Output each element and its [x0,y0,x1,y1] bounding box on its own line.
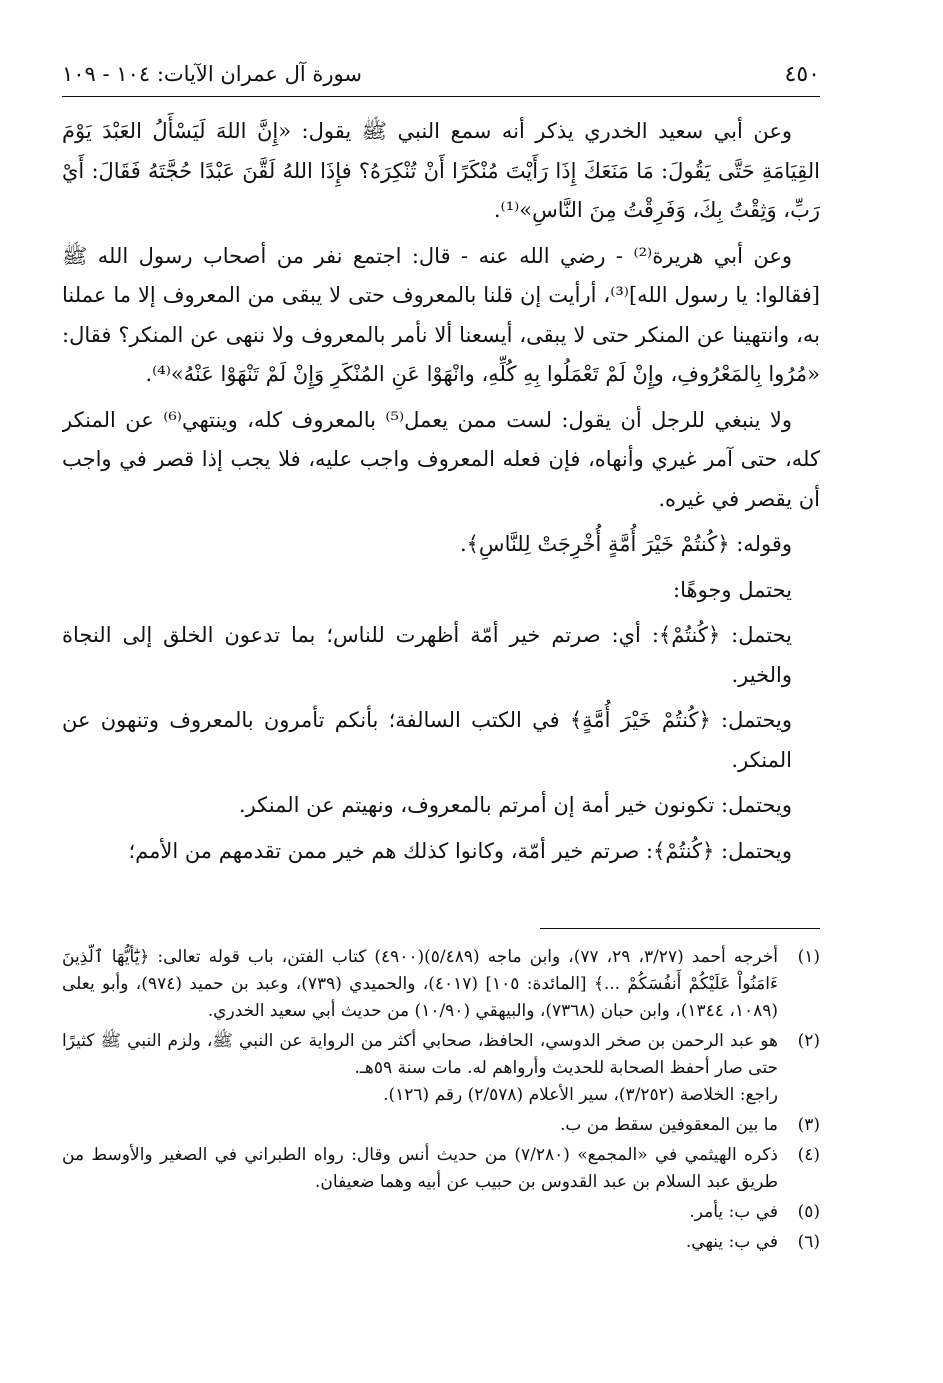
footnote-text: أخرجه أحمد (٣/٢٧، ٢٩، ٧٧)، وابن ماجه (٥/٤٨٩)(٤٩٠٠) كتاب الفتن، باب قوله تعالى: ﴿يَٰٓأَيُّهَا ٱلَّذِينَ ءَامَنُواْ عَلَيْكُمْ أَنفُسَكُمْ ...﴾ [المائدة: ١٠٥] (٤٠١٧)، والحميدي (٧٣٩)، وعبد بن حميد (٩٧٤)، وأبو يعلى (١٠٨٩، ١٣٤٤)، وابن حبان (٧٣٦٨)، والبيهقي (١٠/٩٠) من حديث أبي سعيد الخدري. [62,947,778,1021]
footnote-number: (٣) [797,1115,820,1135]
verse-line: وقوله: ﴿كُنتُمْ خَيْرَ أُمَّةٍ أُخْرِجَتْ لِلنَّاسِ﴾. [459,532,792,556]
footnote-number: (٦) [797,1232,820,1252]
footnote-divider [540,928,820,929]
footnote-number: (٢) [797,1031,820,1051]
footnote [62,944,820,1025]
interpretation: ويحتمل: ﴿كُنتُمْ خَيْرَ أُمَّةٍ﴾ في الكتب السالفة؛ بأنكم تأمرون بالمعروف وتنهون عن المنكر. [62,708,792,772]
main-text [62,112,820,920]
interpretation: يحتمل: ﴿كُنتُمْ﴾: أي: صرتم خير أمّة أظهرت للناس؛ بما تدعون الخلق إلى النجاة والخير. [62,623,792,687]
footnote [62,1142,820,1196]
footnote-number: (٤) [797,1145,820,1165]
running-title: سورة آل عمران الآيات: ١٠٤ - ١٠٩ [62,62,362,86]
footnote-text: هو عبد الرحمن بن صخر الدوسي، الحافظ، صحابي أكثر من الرواية عن النبي ﷺ، ولزم النبي ﷺ كثيرًا حتى صار أحفظ الصحابة للحديث وأرواهم له. مات سنة ٥٩هـ. [62,1031,778,1078]
footnote-reference: راجع: الخلاصة (٣/٢٥٢)، سير الأعلام (٢/٥٧٨) رقم (١٢٦). [383,1085,778,1105]
footnotes [62,944,820,1324]
footnote-text: في ب: ينهي. [685,1232,778,1252]
footnote-number: (١) [797,947,820,967]
interpretation: ويحتمل: ﴿كُنتُمْ﴾: صرتم خير أمّة، وكانوا كذلك هم خير ممن تقدمهم من الأمم؛ [128,838,792,863]
footnote [62,1199,820,1226]
footnote-number: (٥) [797,1202,820,1222]
paragraph: وعن أبي هريرة⁽²⁾ - رضي الله عنه - قال: اجتمع نفر من أصحاب رسول الله ﷺ [فقالوا: يا رسول الله]⁽³⁾، أرأيت إن قلنا بالمعروف حتى لا يبقى من المعروف إلا ما عملنا به، وانتهينا عن المنكر حتى لا يبقى، أيسعنا ألا نأمر بالمعروف ولا ننهى عن المنكر؟ فقال: «مُرُوا بِالمَعْرُوفِ، وإِنْ لَمْ تَعْمَلُوا بِهِ كُلِّهِ، وانْهَوْا عَنِ المُنْكَرِ وَإِنْ لَمْ تَنْهَوْا عَنْهُ»⁽⁴⁾. [62,243,820,386]
intro-line: يحتمل وجوهًا: [673,577,792,602]
footnote-text: ذكره الهيثمي في «المجمع» (٧/٢٨٠) من حديث أنس وقال: رواه الطبراني في الصغير والأوسط من طريق عبد السلام بن عبد القدوس بن حبيب عن أبيه وهما ضعيفان. [62,1145,778,1192]
footnote [62,1028,820,1109]
interpretation: ويحتمل: تكونون خير أمة إن أمرتم بالمعروف، ونهيتم عن المنكر. [238,793,792,817]
paragraph: وعن أبي سعيد الخدري يذكر أنه سمع النبي ﷺ يقول: «إِنَّ اللهَ لَيَسْأَلُ العَبْدَ يَوْمَ القِيَامَةِ حَتَّى يَقُولَ: مَا مَنَعَكَ إِذَا رَأَيْتَ مُنْكَرًا أَنْ تُنْكِرَهُ؟ فإِذَا اللهُ لَقَّنَ عَبْدًا حُجَّتَهُ فَقَالَ: أَيْ رَبِّ، وَثِقْتُ بِكَ، وَفَرِقْتُ مِنَ النَّاسِ»⁽¹⁾. [62,119,820,222]
paragraph: ولا ينبغي للرجل أن يقول: لست ممن يعمل⁽⁵⁾ بالمعروف كله، وينتهي⁽⁶⁾ عن المنكر كله، حتى آمر غيري وأنهاه، فإن فعله المعروف واجب عليه، فلا يجب إذا قصر في واجب أن يقصر في غيره. [62,407,820,511]
footnote-text: ما بين المعقوفين سقط من ب. [559,1115,778,1135]
page-number: ٤٥٠ [784,62,820,87]
footnote-text: في ب: يأمر. [689,1202,778,1222]
page-header [62,62,820,97]
footnote [62,1229,820,1256]
footnote [62,1112,820,1139]
